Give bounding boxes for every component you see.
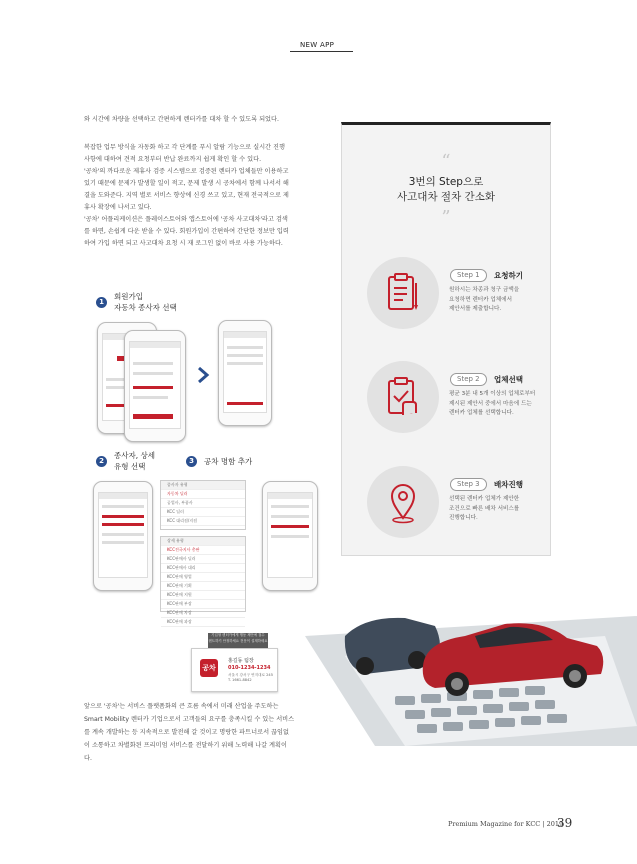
body-line: 사항에 대하여 견적 요청부터 반납 완료까지 쉽게 확인 할 수 있다. bbox=[84, 156, 262, 163]
step-desc-line: 렌터카 업체를 선택합니다. bbox=[449, 410, 514, 416]
location-pin-icon bbox=[383, 480, 423, 524]
card-address-line: T. 1661-8842 bbox=[228, 678, 252, 682]
step3-pill: Step 3 bbox=[450, 478, 487, 491]
intro-text: 와 시간에 차량을 선택하고 간편하게 렌터카를 대차 할 수 있도록 되었다. bbox=[84, 116, 279, 123]
step-desc-line: 요청하면 렌터카 업체에서 bbox=[449, 296, 512, 303]
cars-on-calculator-photo bbox=[305, 596, 637, 746]
phone-screen bbox=[98, 492, 148, 578]
app-step1-badge: 1 bbox=[96, 297, 107, 308]
closing-line: 다. bbox=[84, 755, 92, 762]
page-number: 39 bbox=[557, 816, 573, 830]
closing-line: Smart Mobility 렌터카 기업으로서 고객들의 요구를 충족시킬 수 있는 서비스 bbox=[84, 716, 295, 723]
dropdown-header: 상세 유형 bbox=[161, 537, 245, 546]
dropdown-header: 종사자 유형 bbox=[161, 481, 245, 490]
step-desc-line: 진행합니다. bbox=[449, 515, 478, 521]
app-step-label-line: 회원가입 bbox=[114, 292, 143, 301]
card-address-line: 서울시 강서구 연지대로 245 bbox=[228, 673, 274, 677]
dropdown-option[interactable]: KCC판매사 딜러 bbox=[161, 555, 245, 564]
step2-desc bbox=[449, 390, 549, 419]
dropdown-option[interactable]: KCC 딜러 bbox=[161, 508, 245, 517]
closing-line: 앞으로 '공차'는 서비스 플랫폼화의 큰 흐름 속에서 미래 산업을 주도하는 bbox=[84, 703, 279, 710]
dropdown-option[interactable]: KCC판매 지원 bbox=[161, 591, 245, 600]
step-desc-line: 제시된 제안서 중에서 마음에 드는 bbox=[449, 400, 532, 407]
screen-line bbox=[133, 386, 173, 389]
body-paragraph bbox=[84, 142, 318, 250]
phone-status-bar bbox=[99, 493, 147, 499]
phone-screen bbox=[267, 492, 313, 578]
dropdown-detail-type bbox=[160, 536, 246, 624]
body-line: '공차' 어플리케이션은 플레이스토어와 앱스토어에 '공차 사고대차'라고 검색 bbox=[84, 216, 288, 223]
clipboard-icon bbox=[383, 271, 423, 315]
step-desc-line: 제안서를 제출합니다. bbox=[449, 306, 502, 312]
phone-form-screen bbox=[218, 320, 272, 426]
body-line: 하여 가입 하면 되고 사고대차 요청 시 재 로그인 없이 바로 사용 가능하다. bbox=[84, 240, 283, 247]
app-step-label-line: 유형 선택 bbox=[114, 462, 146, 471]
screen-line bbox=[102, 533, 144, 536]
screen-line bbox=[227, 346, 264, 349]
screen-line bbox=[227, 362, 264, 365]
card-tag-line: 기업형 렌터카에게 행동 제안에 접수 bbox=[211, 633, 265, 637]
step2-name: 업체선택 bbox=[494, 375, 523, 384]
footer-magazine: Premium Magazine for KCC | 2019 bbox=[448, 820, 564, 828]
phone-status-bar bbox=[130, 342, 180, 348]
step2-icon-circle bbox=[367, 361, 439, 433]
app-step1-label bbox=[114, 291, 177, 313]
dropdown-option[interactable]: 공업사, 부품사 bbox=[161, 499, 245, 508]
body-line: 를 하면, 손쉽게 다운 받을 수 있다. 회원가입이 간편하여 간단한 정보만 입력 bbox=[84, 228, 289, 235]
app-step3-badge: 3 bbox=[186, 456, 197, 467]
card-phone: 010-1234-1234 bbox=[228, 665, 271, 671]
closing-line: 이 소통하고 차별화된 프리미엄 서비스를 전달하기 위해 노력해 나갈 계획이 bbox=[84, 742, 287, 749]
closing-line: 를 계속 개발하는 등 지속적으로 발전해 갈 것이고 명랑한 파트너로서 끊임없 bbox=[84, 729, 289, 736]
business-card bbox=[191, 648, 278, 692]
quote-close-glyph: ” bbox=[441, 207, 451, 228]
body-line: 휴사 확장에 나서고 있다. bbox=[84, 204, 152, 211]
card-address bbox=[228, 673, 276, 683]
card-tag-line: 렌트하기 안정하세요 전문이 설계하세요 bbox=[208, 638, 268, 643]
step1-pill: Step 1 bbox=[450, 269, 487, 282]
app-step2-label bbox=[114, 450, 155, 472]
screen-line bbox=[102, 523, 144, 526]
app-step-label-line: 공차 명함 추가 bbox=[204, 457, 253, 466]
body-line: 복잡한 업무 방식을 자동화 하고 각 단계를 푸시 알람 기능으로 실시간 진행 bbox=[84, 144, 285, 151]
app-step-label-line: 종사자, 상세 bbox=[114, 451, 155, 460]
header-section-label: NEW APP bbox=[300, 41, 335, 49]
step1-name: 요청하기 bbox=[494, 271, 523, 280]
dropdown-worker-type bbox=[160, 480, 246, 530]
body-line: 있기 때문에 문제가 발생할 일이 적고, 문제 발생 시 공차에서 함께 나서서 해 bbox=[84, 180, 289, 187]
step3-name: 배차진행 bbox=[494, 480, 523, 489]
dropdown-option[interactable]: KCC판매 부장 bbox=[161, 600, 245, 609]
step3-icon-circle bbox=[367, 466, 439, 538]
screen-line bbox=[227, 354, 264, 357]
steps-sidebar bbox=[341, 122, 551, 556]
dropdown-option[interactable]: KCC판매 영업 bbox=[161, 573, 245, 582]
screen-line bbox=[133, 362, 173, 365]
screen-line bbox=[271, 515, 310, 518]
screen-line bbox=[227, 402, 264, 405]
dropdown-option[interactable]: KCC판매 차장 bbox=[161, 609, 245, 618]
screen-line bbox=[133, 414, 173, 419]
step-desc-line: 선택된 렌터카 업체가 제안한 bbox=[449, 496, 520, 502]
phone-card-screen bbox=[262, 481, 318, 591]
dropdown-option[interactable]: 자동차 딜러 bbox=[161, 490, 245, 499]
phone-status-bar bbox=[268, 493, 312, 499]
screen-line bbox=[271, 525, 310, 528]
step1-icon-circle bbox=[367, 257, 439, 329]
screen-line bbox=[102, 515, 144, 518]
screen-line bbox=[102, 541, 144, 544]
app-step3-label bbox=[204, 456, 252, 467]
gongcha-logo: 공차 bbox=[200, 659, 218, 677]
app-step-label-line: 자동차 종사자 선택 bbox=[114, 303, 177, 312]
phone-status-bar bbox=[224, 332, 266, 338]
screen-line bbox=[271, 505, 310, 508]
body-line: '공차'의 까다로운 제휴사 검증 시스템으로 검증된 렌터카 업체들만 이용하고 bbox=[84, 168, 289, 175]
step2-pill: Step 2 bbox=[450, 373, 487, 386]
step1-desc bbox=[449, 286, 549, 315]
dropdown-option[interactable]: KCC판매사 대리 bbox=[161, 564, 245, 573]
sidebar-title-line: 사고대차 절차 간소화 bbox=[397, 191, 495, 203]
sidebar-title bbox=[342, 175, 550, 205]
next-arrow-icon bbox=[196, 366, 210, 384]
phone-type-select-screen bbox=[124, 330, 186, 442]
phone-screen bbox=[129, 341, 181, 429]
phone-detail-type-screen bbox=[93, 481, 153, 591]
card-name: 홍길동 팀장 bbox=[228, 658, 254, 664]
screen-line bbox=[133, 372, 173, 375]
screen-line bbox=[271, 535, 310, 538]
step-desc-line: 평균 3분 내 5개 이상의 업체로부터 bbox=[449, 391, 536, 397]
dropdown-option[interactable]: KCC판매 기획 bbox=[161, 582, 245, 591]
step-desc-line: 원하시는 차종과 청구 금액을 bbox=[449, 287, 520, 293]
screen-line bbox=[102, 505, 144, 508]
step3-desc bbox=[449, 495, 549, 524]
quote-open-glyph: “ bbox=[441, 151, 451, 172]
body-line: 결을 도와준다. 지역 별로 서비스 향상에 신경 쓰고 있고, 현재 전국적으로 제 bbox=[84, 192, 289, 199]
screen-line bbox=[133, 396, 168, 399]
sidebar-title-line: 3번의 Step으로 bbox=[408, 176, 484, 188]
closing-paragraph bbox=[84, 700, 320, 765]
dropdown-option[interactable]: KCC판매 과장 bbox=[161, 618, 245, 627]
phone-screen bbox=[223, 331, 267, 413]
header-rule bbox=[290, 51, 353, 52]
dropdown-option[interactable]: KCC전국지사 총판 bbox=[161, 546, 245, 555]
clipboard-check-icon bbox=[383, 375, 423, 419]
step-desc-line: 조건으로 빠른 배차 서비스를 bbox=[449, 505, 520, 512]
app-step2-badge: 2 bbox=[96, 456, 107, 467]
dropdown-option[interactable]: KCC 대리점/지점 bbox=[161, 517, 245, 526]
